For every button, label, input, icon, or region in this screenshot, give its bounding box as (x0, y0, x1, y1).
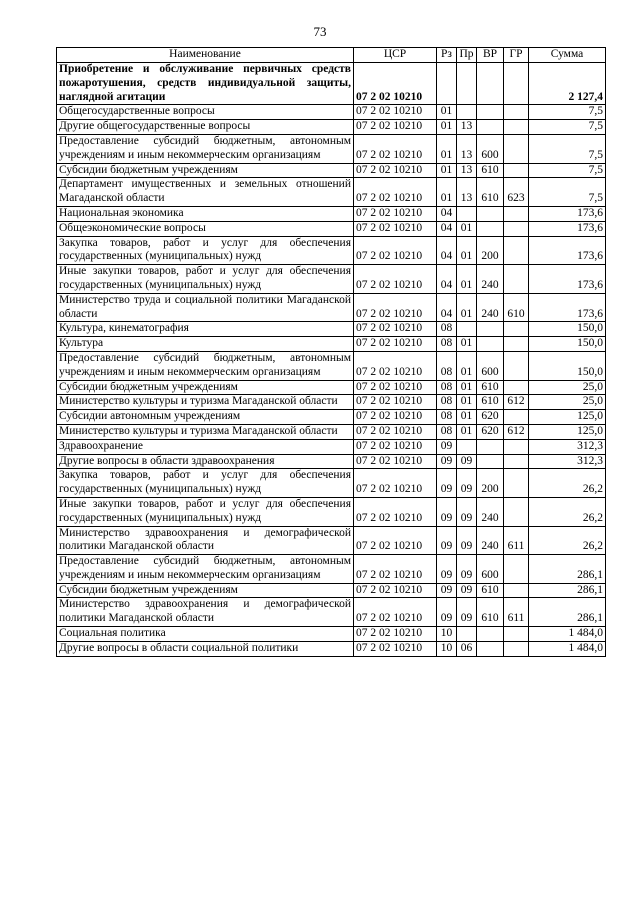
cell-rz: 08 (437, 337, 457, 352)
cell-pr (457, 206, 477, 221)
cell-csr: 07 2 02 10210 (354, 221, 437, 236)
cell-csr: 07 2 02 10210 (354, 206, 437, 221)
table-row (57, 583, 606, 598)
table-row (57, 265, 606, 294)
cell-name: Приобретение и обслуживание первичных средств пожаротушения, средств индивидуальной защиты, наглядной агитации (57, 63, 354, 105)
table-row (57, 395, 606, 410)
cell-name: Закупка товаров, работ и услуг для обеспечения государственных (муниципальных) нужд (57, 236, 354, 265)
cell-vr: 240 (477, 526, 504, 555)
cell-csr: 07 2 02 10210 (354, 598, 437, 627)
table-row (57, 337, 606, 352)
table-row (57, 120, 606, 135)
cell-name: Другие общегосударственные вопросы (57, 120, 354, 135)
table-row (57, 236, 606, 265)
cell-rz: 09 (437, 598, 457, 627)
table-row (57, 424, 606, 439)
cell-name: Иные закупки товаров, работ и услуг для обеспечения государственных (муниципальных) нужд (57, 497, 354, 526)
cell-csr: 07 2 02 10210 (354, 322, 437, 337)
cell-csr: 07 2 02 10210 (354, 351, 437, 380)
header-gr: ГР (504, 48, 529, 63)
cell-vr (477, 641, 504, 656)
cell-csr: 07 2 02 10210 (354, 120, 437, 135)
cell-pr: 01 (457, 380, 477, 395)
cell-pr: 13 (457, 163, 477, 178)
cell-sum: 150,0 (529, 351, 606, 380)
cell-rz: 09 (437, 497, 457, 526)
cell-sum: 125,0 (529, 410, 606, 425)
cell-rz: 08 (437, 410, 457, 425)
cell-sum: 173,6 (529, 236, 606, 265)
cell-rz (437, 63, 457, 105)
cell-sum: 173,6 (529, 293, 606, 322)
table-row (57, 526, 606, 555)
cell-pr: 01 (457, 410, 477, 425)
cell-csr: 07 2 02 10210 (354, 105, 437, 120)
cell-csr: 07 2 02 10210 (354, 454, 437, 469)
cell-csr: 07 2 02 10210 (354, 293, 437, 322)
cell-gr: 612 (504, 395, 529, 410)
cell-gr (504, 454, 529, 469)
cell-sum: 2 127,4 (529, 63, 606, 105)
cell-vr: 610 (477, 380, 504, 395)
cell-rz: 09 (437, 469, 457, 498)
cell-gr (504, 63, 529, 105)
cell-vr (477, 63, 504, 105)
table-row (57, 439, 606, 454)
cell-gr (504, 641, 529, 656)
cell-rz: 01 (437, 120, 457, 135)
cell-name: Министерство культуры и туризма Магаданской области (57, 395, 354, 410)
cell-vr: 240 (477, 497, 504, 526)
cell-gr (504, 351, 529, 380)
cell-csr: 07 2 02 10210 (354, 555, 437, 584)
cell-name: Общегосударственные вопросы (57, 105, 354, 120)
table-row (57, 497, 606, 526)
cell-name: Субсидии автономным учреждениям (57, 410, 354, 425)
cell-rz: 09 (437, 526, 457, 555)
table-row (57, 410, 606, 425)
cell-rz: 01 (437, 134, 457, 163)
cell-rz: 01 (437, 105, 457, 120)
table-row (57, 351, 606, 380)
cell-name: Министерство здравоохранения и демографической политики Магаданской области (57, 526, 354, 555)
cell-gr (504, 206, 529, 221)
table-row (57, 221, 606, 236)
cell-gr (504, 120, 529, 135)
cell-vr (477, 221, 504, 236)
cell-name: Культура (57, 337, 354, 352)
cell-pr: 09 (457, 583, 477, 598)
cell-rz: 08 (437, 351, 457, 380)
cell-csr: 07 2 02 10210 (354, 410, 437, 425)
cell-pr: 01 (457, 337, 477, 352)
header-sum: Сумма (529, 48, 606, 63)
cell-name: Субсидии бюджетным учреждениям (57, 380, 354, 395)
table-row (57, 322, 606, 337)
cell-pr: 09 (457, 555, 477, 584)
cell-name: Предоставление субсидий бюджетным, автономным учреждениям и иным некоммерческим организациям (57, 134, 354, 163)
cell-sum: 150,0 (529, 337, 606, 352)
cell-rz: 09 (437, 439, 457, 454)
header-name: Наименование (57, 48, 354, 63)
cell-name: Субсидии бюджетным учреждениям (57, 163, 354, 178)
cell-csr: 07 2 02 10210 (354, 265, 437, 294)
cell-sum: 7,5 (529, 163, 606, 178)
cell-pr: 01 (457, 221, 477, 236)
cell-rz: 08 (437, 424, 457, 439)
cell-sum: 173,6 (529, 221, 606, 236)
table-row (57, 293, 606, 322)
table-row (57, 163, 606, 178)
cell-csr: 07 2 02 10210 (354, 641, 437, 656)
cell-csr: 07 2 02 10210 (354, 337, 437, 352)
cell-rz: 04 (437, 265, 457, 294)
cell-pr: 13 (457, 134, 477, 163)
cell-gr (504, 265, 529, 294)
cell-csr: 07 2 02 10210 (354, 583, 437, 598)
cell-name: Департамент имущественных и земельных отношений Магаданской области (57, 178, 354, 207)
cell-vr: 240 (477, 265, 504, 294)
cell-vr (477, 105, 504, 120)
cell-name: Другие вопросы в области здравоохранения (57, 454, 354, 469)
cell-sum: 7,5 (529, 178, 606, 207)
cell-vr: 600 (477, 351, 504, 380)
table-row (57, 63, 606, 105)
cell-gr (504, 583, 529, 598)
cell-rz: 09 (437, 583, 457, 598)
cell-name: Иные закупки товаров, работ и услуг для обеспечения государственных (муниципальных) нужд (57, 265, 354, 294)
cell-gr (504, 236, 529, 265)
cell-sum: 150,0 (529, 322, 606, 337)
cell-name: Общеэкономические вопросы (57, 221, 354, 236)
cell-vr: 610 (477, 583, 504, 598)
cell-sum: 26,2 (529, 497, 606, 526)
cell-sum: 7,5 (529, 134, 606, 163)
cell-vr: 610 (477, 178, 504, 207)
cell-gr (504, 105, 529, 120)
cell-rz: 08 (437, 380, 457, 395)
cell-pr: 09 (457, 469, 477, 498)
cell-csr: 07 2 02 10210 (354, 469, 437, 498)
cell-rz: 10 (437, 641, 457, 656)
cell-gr (504, 627, 529, 642)
table-row (57, 178, 606, 207)
table-header-row (57, 48, 606, 63)
cell-sum: 173,6 (529, 265, 606, 294)
cell-rz: 04 (437, 206, 457, 221)
cell-vr: 200 (477, 469, 504, 498)
cell-pr (457, 105, 477, 120)
cell-csr: 07 2 02 10210 (354, 497, 437, 526)
cell-vr: 620 (477, 424, 504, 439)
cell-pr (457, 322, 477, 337)
cell-rz: 04 (437, 293, 457, 322)
cell-gr (504, 497, 529, 526)
cell-pr: 01 (457, 395, 477, 410)
cell-sum: 25,0 (529, 380, 606, 395)
cell-sum: 125,0 (529, 424, 606, 439)
cell-vr (477, 627, 504, 642)
page-number: 73 (313, 24, 327, 39)
cell-vr: 240 (477, 293, 504, 322)
cell-csr: 07 2 02 10210 (354, 380, 437, 395)
cell-vr: 620 (477, 410, 504, 425)
cell-csr: 07 2 02 10210 (354, 163, 437, 178)
cell-pr: 01 (457, 265, 477, 294)
cell-sum: 312,3 (529, 439, 606, 454)
table-row (57, 598, 606, 627)
cell-name: Социальная политика (57, 627, 354, 642)
table-row (57, 469, 606, 498)
cell-rz: 08 (437, 322, 457, 337)
cell-name: Культура, кинематография (57, 322, 354, 337)
cell-name: Министерство культуры и туризма Магаданской области (57, 424, 354, 439)
cell-name: Национальная экономика (57, 206, 354, 221)
cell-pr: 09 (457, 526, 477, 555)
cell-sum: 26,2 (529, 469, 606, 498)
cell-gr (504, 410, 529, 425)
table-row (57, 105, 606, 120)
cell-csr: 07 2 02 10210 (354, 439, 437, 454)
cell-gr (504, 439, 529, 454)
cell-pr (457, 63, 477, 105)
cell-vr: 610 (477, 598, 504, 627)
cell-vr: 610 (477, 395, 504, 410)
cell-vr (477, 206, 504, 221)
header-pr: Пр (457, 48, 477, 63)
cell-name: Министерство здравоохранения и демографической политики Магаданской области (57, 598, 354, 627)
cell-vr (477, 322, 504, 337)
cell-pr: 13 (457, 178, 477, 207)
cell-pr: 01 (457, 424, 477, 439)
cell-gr: 612 (504, 424, 529, 439)
cell-sum: 7,5 (529, 105, 606, 120)
cell-name: Субсидии бюджетным учреждениям (57, 583, 354, 598)
table-row (57, 641, 606, 656)
cell-gr: 623 (504, 178, 529, 207)
cell-gr (504, 469, 529, 498)
table-row (57, 206, 606, 221)
cell-rz: 04 (437, 236, 457, 265)
cell-rz: 01 (437, 163, 457, 178)
cell-rz: 09 (437, 555, 457, 584)
cell-pr: 09 (457, 497, 477, 526)
table-body (57, 63, 606, 657)
cell-vr (477, 337, 504, 352)
cell-csr: 07 2 02 10210 (354, 526, 437, 555)
cell-pr (457, 439, 477, 454)
cell-sum: 1 484,0 (529, 641, 606, 656)
header-csr: ЦСР (354, 48, 437, 63)
cell-gr (504, 163, 529, 178)
cell-vr (477, 454, 504, 469)
cell-sum: 1 484,0 (529, 627, 606, 642)
cell-rz: 04 (437, 221, 457, 236)
cell-gr (504, 322, 529, 337)
header-rz: Рз (437, 48, 457, 63)
cell-csr: 07 2 02 10210 (354, 63, 437, 105)
cell-gr (504, 380, 529, 395)
cell-vr: 600 (477, 555, 504, 584)
cell-vr (477, 439, 504, 454)
cell-sum: 286,1 (529, 583, 606, 598)
cell-rz: 10 (437, 627, 457, 642)
cell-pr: 01 (457, 351, 477, 380)
cell-sum: 25,0 (529, 395, 606, 410)
cell-pr: 09 (457, 454, 477, 469)
cell-name: Министерство труда и социальной политики Магаданской области (57, 293, 354, 322)
table-row (57, 380, 606, 395)
cell-vr (477, 120, 504, 135)
cell-csr: 07 2 02 10210 (354, 627, 437, 642)
cell-vr: 200 (477, 236, 504, 265)
cell-gr (504, 134, 529, 163)
cell-pr: 13 (457, 120, 477, 135)
cell-sum: 312,3 (529, 454, 606, 469)
cell-name: Предоставление субсидий бюджетным, автономным учреждениям и иным некоммерческим организациям (57, 555, 354, 584)
cell-sum: 173,6 (529, 206, 606, 221)
cell-pr: 09 (457, 598, 477, 627)
cell-sum: 286,1 (529, 598, 606, 627)
table-row (57, 627, 606, 642)
table-row (57, 555, 606, 584)
cell-name: Предоставление субсидий бюджетным, автономным учреждениям и иным некоммерческим организациям (57, 351, 354, 380)
cell-rz: 01 (437, 178, 457, 207)
cell-gr (504, 221, 529, 236)
cell-pr: 01 (457, 293, 477, 322)
cell-pr: 06 (457, 641, 477, 656)
budget-table (56, 47, 606, 657)
cell-name: Закупка товаров, работ и услуг для обеспечения государственных (муниципальных) нужд (57, 469, 354, 498)
table-row (57, 134, 606, 163)
cell-rz: 09 (437, 454, 457, 469)
table-row (57, 454, 606, 469)
cell-sum: 7,5 (529, 120, 606, 135)
cell-sum: 26,2 (529, 526, 606, 555)
cell-gr (504, 337, 529, 352)
header-vr: ВР (477, 48, 504, 63)
cell-name: Другие вопросы в области социальной политики (57, 641, 354, 656)
cell-rz: 08 (437, 395, 457, 410)
cell-gr (504, 555, 529, 584)
cell-csr: 07 2 02 10210 (354, 134, 437, 163)
cell-pr (457, 627, 477, 642)
cell-csr: 07 2 02 10210 (354, 178, 437, 207)
cell-vr: 600 (477, 134, 504, 163)
cell-sum: 286,1 (529, 555, 606, 584)
cell-gr: 611 (504, 598, 529, 627)
cell-gr: 611 (504, 526, 529, 555)
cell-name: Здравоохранение (57, 439, 354, 454)
cell-gr: 610 (504, 293, 529, 322)
cell-csr: 07 2 02 10210 (354, 236, 437, 265)
cell-csr: 07 2 02 10210 (354, 395, 437, 410)
cell-csr: 07 2 02 10210 (354, 424, 437, 439)
cell-pr: 01 (457, 236, 477, 265)
cell-vr: 610 (477, 163, 504, 178)
